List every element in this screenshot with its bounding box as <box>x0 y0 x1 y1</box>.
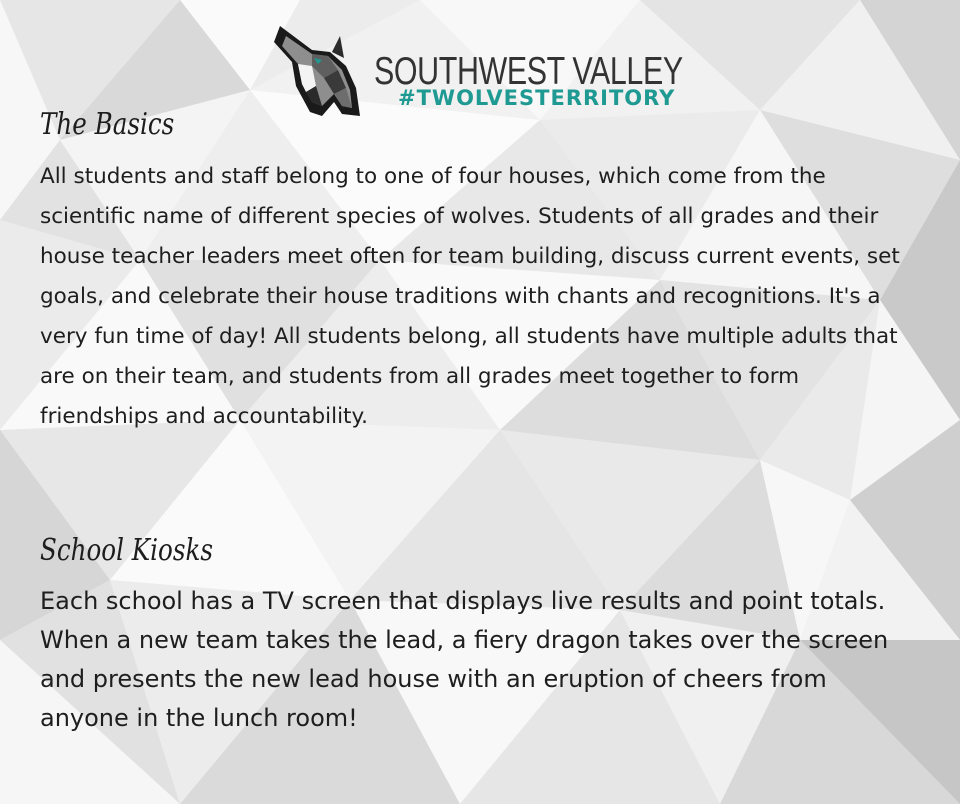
school-hashtag: #TWOLVESTERRITORY <box>398 86 676 110</box>
section-body-kiosks: Each school has a TV screen that displays live results and point totals. When a new team takes the lead, a fiery dragon takes over the screen and presents the new lead house with an eruption of cheers from anyone in the lunch room! <box>40 587 889 732</box>
section-heading-basics: The Basics <box>40 107 175 142</box>
howling-wolf-icon <box>272 22 372 132</box>
section-body-basics: All students and staff belong to one of four houses, which come from the scientific name of different species of wolves. Students of all grades and their house teacher leaders meet often for team building, discuss current events, set goals, and celebrate their house traditions with chants and recognitions. It's a very fun time of day! All students belong, all students have multiple adults that are on their team, and students from all grades meet together to form friendships and accountability. <box>40 164 900 429</box>
section-heading-kiosks: School Kiosks <box>40 533 213 568</box>
school-logo <box>272 22 692 132</box>
school-name: SOUTHWEST VALLEY <box>374 50 683 93</box>
